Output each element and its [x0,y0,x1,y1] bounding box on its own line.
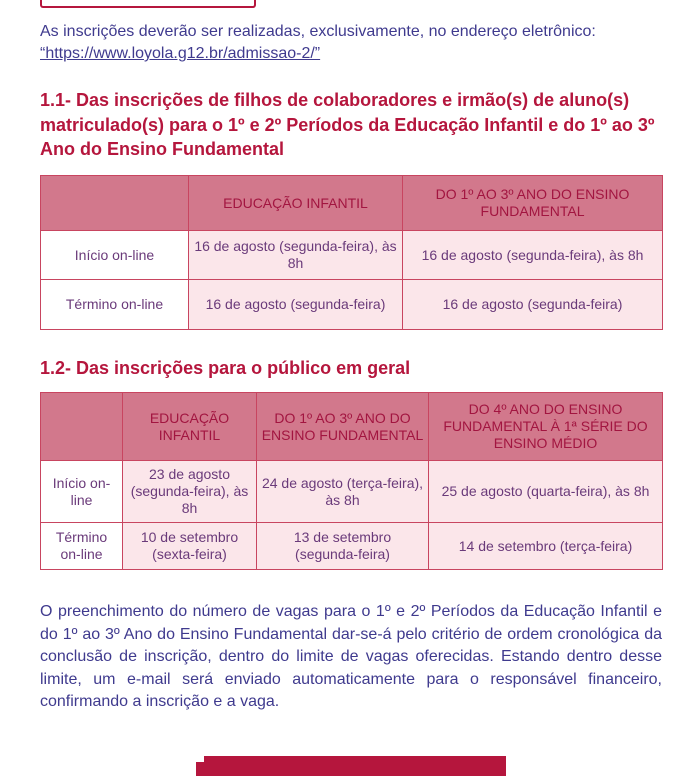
intro-text: As inscrições deverão ser realizadas, exclusivamente, no endereço eletrônico: [40,23,596,40]
top-frame [40,0,256,8]
intro-paragraph [40,21,662,65]
table-cell: 16 de agosto (segunda-feira) [189,280,403,330]
vacancy-paragraph: O preenchimento do número de vagas para o 1º e 2º Períodos da Educação Infantil e do 1º ao 3º Ano do Ensino Fundamental dar-se-á pelo critério de ordem cronológica da conclusão de inscrição, dentro do limite de vagas oferecidas. Estando dentro desse limite, um e-mail será enviado automaticamente para o responsável financeiro, confirmando a inscrição e a vaga. [40,603,662,710]
table2-row-termino: Término on-line [41,523,123,570]
table1-corner [41,176,189,231]
table1-col-fundamental: DO 1º AO 3º ANO DO ENSINO FUNDAMENTAL [403,176,663,231]
table1-row-inicio: Início on-line [41,231,189,280]
table-cell: 23 de agosto (segunda-feira), às 8h [123,461,257,523]
section-2-heading: 1.2- Das inscrições para o público em geral [40,358,411,378]
schedule-table-2 [40,392,663,570]
table-cell: 16 de agosto (segunda-feira) [403,280,663,330]
schedule-table-1 [40,175,663,330]
table-cell: 25 de agosto (quarta-feira), às 8h [429,461,663,523]
admission-link[interactable]: “https://www.loyola.g12.br/admissao-2/” [40,45,321,62]
table-cell: 13 de setembro (segunda-feira) [257,523,429,570]
table2-col-fundamental-4-medio: DO 4º ANO DO ENSINO FUNDAMENTAL À 1ª SÉRIE DO ENSINO MÉDIO [429,393,663,461]
table-cell: 16 de agosto (segunda-feira), às 8h [189,231,403,280]
table2-row-inicio: Início on-line [41,461,123,523]
table2-corner [41,393,123,461]
table1-row-termino: Término on-line [41,280,189,330]
table-cell: 16 de agosto (segunda-feira), às 8h [403,231,663,280]
bottom-banner [204,756,506,776]
table-cell: 10 de setembro (sexta-feira) [123,523,257,570]
table2-col-fundamental-1-3: DO 1º AO 3º ANO DO ENSINO FUNDAMENTAL [257,393,429,461]
table-cell: 14 de setembro (terça-feira) [429,523,663,570]
table1-col-educacao-infantil: EDUCAÇÃO INFANTIL [189,176,403,231]
bottom-banner-notch [196,762,204,776]
table-cell: 24 de agosto (terça-feira), às 8h [257,461,429,523]
section-1-heading: 1.1- Das inscrições de filhos de colaboradores e irmão(s) de aluno(s) matriculado(s) para o 1º e 2º Períodos da Educação Infantil e do 1º ao 3º Ano do Ensino Fundamental [40,90,655,159]
table2-col-educacao-infantil: EDUCAÇÃO INFANTIL [123,393,257,461]
